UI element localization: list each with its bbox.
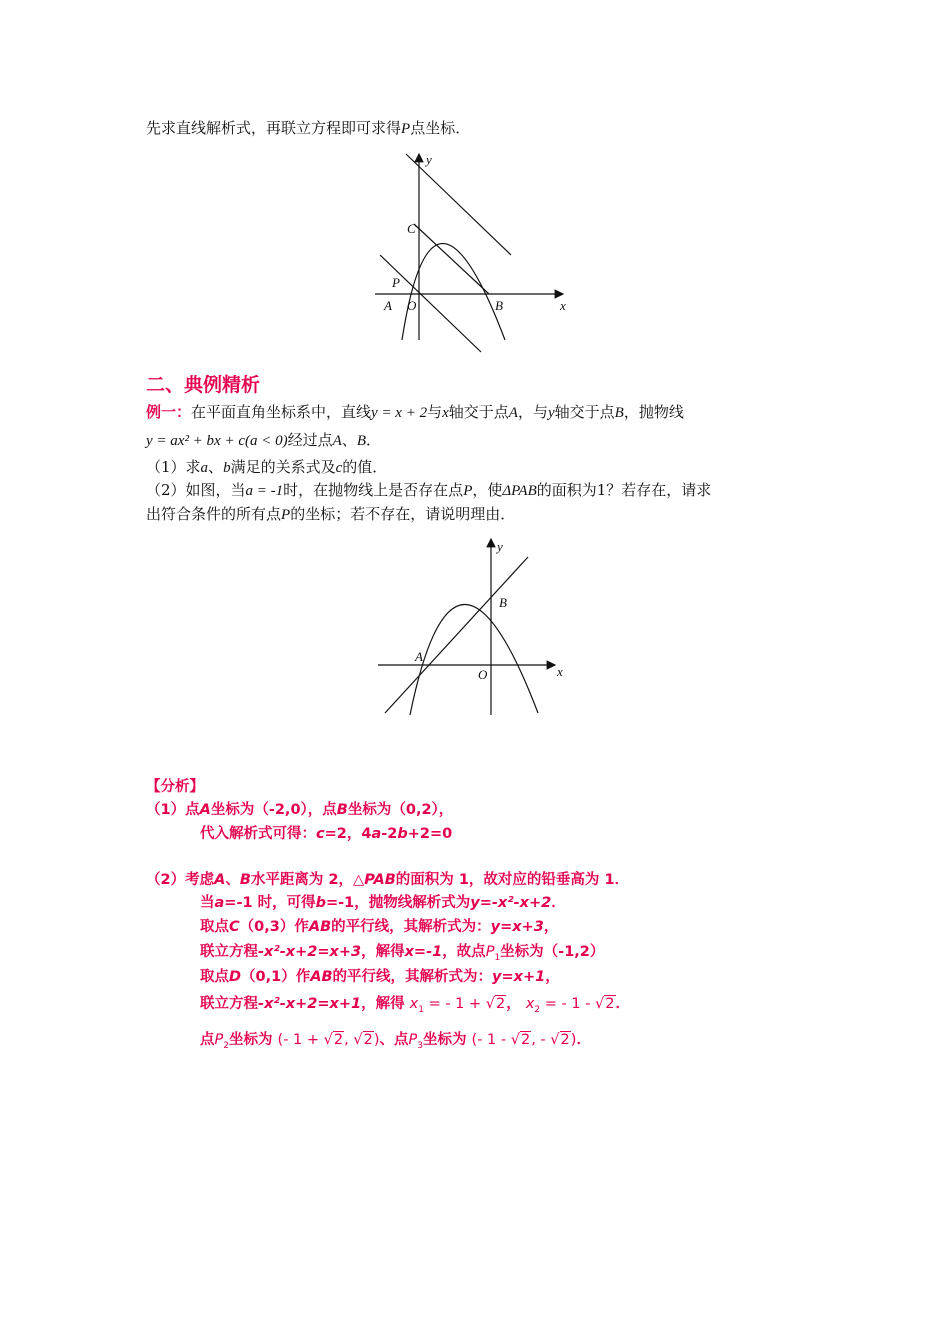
point-a: A bbox=[199, 802, 211, 818]
text: =-1，抛物线解析式为 bbox=[326, 895, 471, 911]
text: 坐标为（-2,0），点 bbox=[210, 802, 337, 818]
point-a: A bbox=[332, 433, 342, 449]
text: ，解得 bbox=[361, 996, 405, 1012]
text: （0,3）作 bbox=[239, 919, 309, 935]
intro-line bbox=[146, 118, 470, 139]
label-b: B bbox=[499, 595, 507, 610]
text: 代入解析式可得： bbox=[200, 826, 316, 842]
analysis-p2-line-2 bbox=[200, 893, 566, 913]
text: -2 bbox=[381, 826, 398, 842]
text: （1）点 bbox=[146, 802, 200, 818]
example-line-1 bbox=[146, 402, 684, 423]
analysis-title: 【分析】 bbox=[146, 779, 204, 795]
analysis-p1-line-2 bbox=[200, 824, 452, 844]
var-b: b bbox=[223, 460, 231, 476]
point-b: B bbox=[356, 433, 366, 449]
triangle-pab: PAB bbox=[364, 872, 396, 888]
subscript: 2 bbox=[223, 1040, 229, 1051]
point-p: P bbox=[281, 507, 291, 523]
var-c: c bbox=[335, 460, 343, 476]
intro-text-b: 点坐标． bbox=[410, 119, 471, 137]
figure-1 bbox=[370, 150, 580, 360]
label-o: O bbox=[407, 298, 417, 313]
section-title: 二、典例精析 bbox=[146, 374, 261, 396]
radicand: 2 bbox=[333, 1032, 344, 1048]
intro-text-a: 先求直线解析式，再联立方程即可求得 bbox=[146, 119, 402, 137]
text: 取点 bbox=[200, 919, 229, 935]
text: = - 1 - bbox=[540, 996, 596, 1012]
label-o: O bbox=[478, 667, 488, 682]
equation: y = x + 2 bbox=[371, 405, 428, 421]
parabola bbox=[410, 604, 538, 715]
var-a: a bbox=[214, 895, 225, 911]
question-2-line-1 bbox=[146, 480, 711, 501]
text: （2）如图，当 bbox=[146, 481, 246, 499]
question-1 bbox=[146, 457, 387, 478]
text: ， bbox=[506, 996, 521, 1012]
line-ab bbox=[385, 557, 528, 713]
text: 坐标为 bbox=[422, 1032, 467, 1048]
point-b: B bbox=[336, 802, 348, 818]
text: 时，在抛物线上是否存在点 bbox=[283, 481, 464, 499]
example-label: 例一： bbox=[146, 403, 192, 421]
text: ，使 bbox=[472, 481, 503, 499]
analysis-p2-line-7 bbox=[200, 1030, 591, 1056]
text: ，与 bbox=[517, 403, 548, 421]
text: (- 1 - bbox=[471, 1032, 511, 1048]
text: 、 bbox=[225, 872, 240, 888]
label-y: y bbox=[426, 152, 432, 167]
radicand: 2 bbox=[363, 1032, 373, 1048]
analysis-p2-line-3 bbox=[200, 917, 558, 937]
text: 与 bbox=[427, 403, 443, 421]
coordinate-p2: (- 1 + √2, √2) bbox=[277, 1032, 380, 1048]
radicand: 2 bbox=[520, 1032, 531, 1048]
text: 轴交于点 bbox=[448, 403, 509, 421]
text: 的平行线，其解析式为： bbox=[331, 919, 491, 935]
figure-2 bbox=[370, 535, 570, 720]
var-c: c bbox=[316, 826, 325, 842]
analysis-p2-line-4 bbox=[200, 942, 604, 968]
text: =-1 时，可得 bbox=[224, 895, 316, 911]
text: , bbox=[344, 1032, 354, 1048]
parabola-equation: y = ax² + bx + c(a < 0) bbox=[146, 433, 288, 449]
solution: x=-1 bbox=[404, 944, 443, 960]
text: 水平距离为 2，△ bbox=[250, 872, 365, 888]
label-y: y bbox=[497, 539, 503, 554]
analysis-p1-line-1 bbox=[146, 800, 453, 820]
text: (- 1 + bbox=[277, 1032, 324, 1048]
text: ． bbox=[551, 895, 566, 911]
text: ， bbox=[545, 969, 560, 985]
equation: a = -1 bbox=[245, 483, 284, 499]
text: ，抛物线 bbox=[623, 403, 684, 421]
text: ，故点 bbox=[442, 944, 486, 960]
text: 联立方程 bbox=[200, 944, 258, 960]
equation: y=x+1 bbox=[492, 969, 546, 985]
text: （1）求 bbox=[146, 458, 201, 476]
analysis-p2-line-1 bbox=[146, 870, 629, 890]
text: 经过点 bbox=[287, 431, 333, 449]
analysis-p2-line-6 bbox=[200, 994, 630, 1020]
label-c: C bbox=[407, 221, 416, 236]
var-a: a bbox=[371, 826, 382, 842]
text: 点 bbox=[200, 1032, 215, 1048]
text: ) bbox=[570, 1032, 577, 1048]
text: =2，4 bbox=[324, 826, 372, 842]
text: 的平行线，其解析式为： bbox=[332, 969, 493, 985]
point-a: A bbox=[214, 872, 226, 888]
point-p: P bbox=[463, 483, 473, 499]
text: 、点 bbox=[379, 1032, 409, 1048]
text: 联立方程 bbox=[200, 996, 258, 1012]
subscript: 2 bbox=[534, 1004, 541, 1015]
equation: y=x+3 bbox=[490, 919, 544, 935]
text: 坐标为 bbox=[228, 1032, 273, 1048]
var-y: y bbox=[547, 405, 555, 421]
radicand: 2 bbox=[560, 1032, 570, 1048]
text: ， bbox=[543, 919, 559, 935]
equation: -x²-x+2=x+3 bbox=[258, 944, 362, 960]
radicand: 2 bbox=[605, 996, 615, 1012]
label-b: B bbox=[495, 298, 503, 313]
text: 、 bbox=[208, 458, 224, 476]
text: 在平面直角坐标系中，直线 bbox=[191, 403, 372, 421]
text: ？若存在，请求 bbox=[606, 481, 712, 499]
tangent-line bbox=[406, 154, 511, 255]
segment-ab: AB bbox=[308, 919, 332, 935]
text: 坐标为（0,2）， bbox=[347, 802, 454, 818]
text: , - bbox=[531, 1032, 551, 1048]
point-p3: P bbox=[408, 1032, 418, 1048]
point-a: A bbox=[508, 405, 518, 421]
text: ． bbox=[576, 1032, 591, 1048]
text: 取点 bbox=[200, 969, 229, 985]
text: ) bbox=[373, 1032, 380, 1048]
text: 的面积为 1，故对应的铅垂高为 1． bbox=[395, 872, 630, 888]
equation: -x²-x+2=x+1 bbox=[258, 996, 362, 1012]
text: = - 1 + bbox=[423, 996, 486, 1012]
point-d: D bbox=[229, 969, 242, 985]
point-p1: P bbox=[485, 944, 495, 960]
text: 、 bbox=[341, 431, 357, 449]
label-x: x bbox=[560, 298, 566, 313]
triangle: ΔPAB bbox=[502, 483, 537, 499]
var-x: x bbox=[525, 996, 535, 1012]
var-a: a bbox=[200, 460, 209, 476]
text: 出符合条件的所有点 bbox=[146, 505, 282, 523]
var-b: b bbox=[397, 826, 408, 842]
equation: y=-x²-x+2 bbox=[470, 895, 552, 911]
var-x: x bbox=[409, 996, 419, 1012]
point-p2: P bbox=[214, 1032, 224, 1048]
text: ，解得 bbox=[361, 944, 405, 960]
label-p: P bbox=[392, 275, 400, 290]
radicand: 2 bbox=[496, 996, 506, 1012]
text: ． bbox=[615, 996, 631, 1012]
solution-x2: $x_2$ = - 1 - √2 bbox=[525, 996, 615, 1015]
text: 的面积为 bbox=[536, 481, 597, 499]
point-b: B bbox=[614, 405, 624, 421]
line-through-p bbox=[380, 255, 481, 352]
label-a: A bbox=[384, 298, 392, 313]
line-cb bbox=[414, 224, 489, 294]
coordinate-p3: (- 1 - √2, - √2) bbox=[471, 1032, 577, 1048]
var-b: b bbox=[315, 895, 326, 911]
segment-ab: AB bbox=[310, 969, 333, 985]
text: 的值． bbox=[342, 458, 388, 476]
text: ． bbox=[365, 431, 381, 449]
text: （0,1）作 bbox=[241, 969, 311, 985]
text: 坐标为（-1,2） bbox=[500, 944, 605, 960]
text: 的坐标；若不存在，请说明理由． bbox=[290, 505, 516, 523]
subscript: 1 bbox=[494, 952, 501, 963]
intro-var-p: P bbox=[401, 121, 411, 137]
text: （2）考虑 bbox=[146, 872, 215, 888]
number: 1 bbox=[596, 481, 607, 499]
point-c: C bbox=[229, 919, 240, 935]
solution-x1: $x_1$ = - 1 + √2 bbox=[409, 996, 506, 1015]
analysis-p2-line-5 bbox=[200, 967, 560, 987]
subscript: 1 bbox=[418, 1004, 424, 1015]
point-b: B bbox=[239, 872, 251, 888]
text: 满足的关系式及 bbox=[230, 458, 336, 476]
label-x: x bbox=[557, 664, 563, 679]
text: +2=0 bbox=[407, 826, 453, 842]
var-x: x bbox=[442, 405, 449, 421]
example-line-2 bbox=[146, 430, 381, 451]
text: 轴交于点 bbox=[554, 403, 615, 421]
text: 当 bbox=[200, 895, 215, 911]
question-2-line-2 bbox=[146, 504, 515, 525]
subscript: 3 bbox=[417, 1040, 423, 1051]
label-a: A bbox=[415, 649, 423, 664]
